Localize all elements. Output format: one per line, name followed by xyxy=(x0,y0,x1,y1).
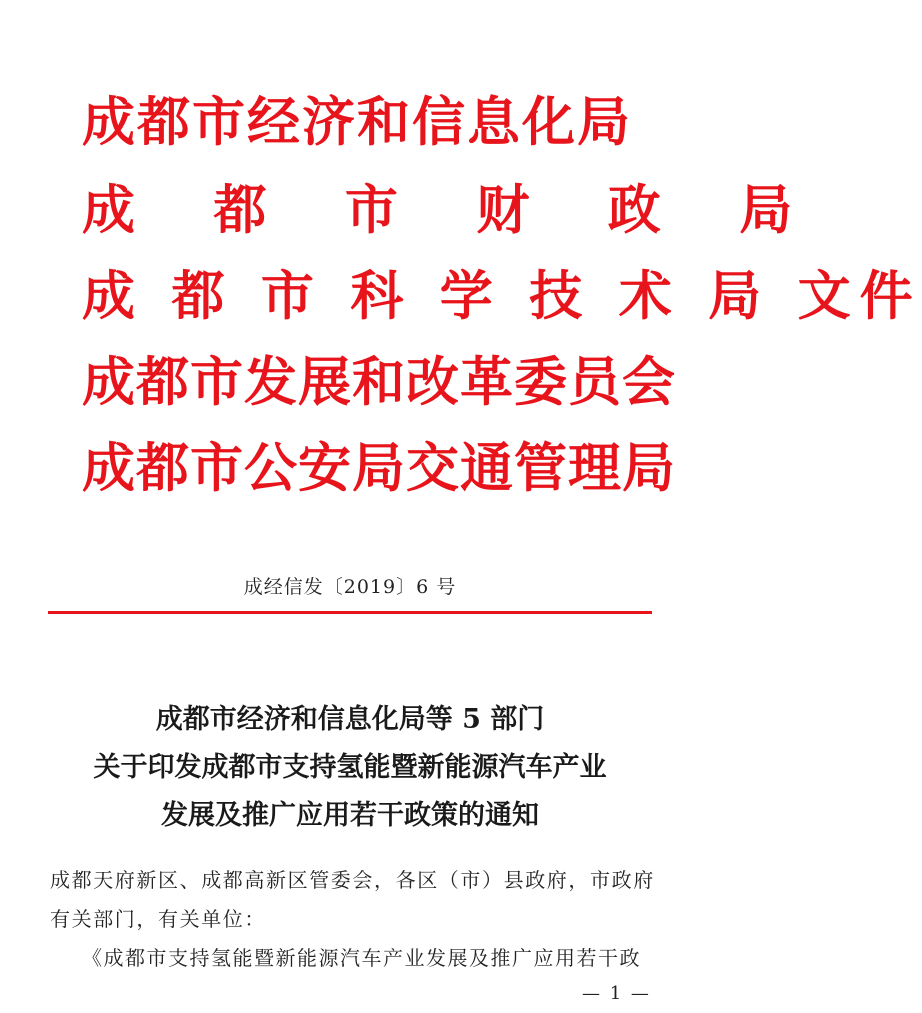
addressee-line-1: 成都天府新区、成都高新区管委会，各区（市）县政府，市政府 xyxy=(50,868,655,892)
red-divider-line xyxy=(48,611,652,614)
document-number: 成经信发〔2019〕6 号 xyxy=(243,576,457,598)
issuer-name-traffic-bureau: 成都市公安局交通管理局 xyxy=(82,437,676,499)
document-title-line-3: 发展及推广应用若干政策的通知 xyxy=(161,800,539,831)
document-title-line-2: 关于印发成都市支持氢能暨新能源汽车产业 xyxy=(93,752,607,783)
body-paragraph-start: 《成都市支持氢能暨新能源汽车产业发展及推广应用若干政 xyxy=(82,946,641,970)
issuer-name-finance-bureau: 成 都 市 财 政 局 xyxy=(82,179,823,241)
issuer-name-economy-bureau: 成都市经济和信息化局 xyxy=(82,91,632,153)
document-title-line-1: 成都市经济和信息化局等 5 部门 xyxy=(155,704,545,735)
addressee-line-2: 有关部门，有关单位： xyxy=(50,907,266,931)
issuer-name-development-commission: 成都市发展和改革委员会 xyxy=(82,351,676,413)
page-number: — 1 — xyxy=(582,983,651,1004)
issuer-name-science-bureau-document: 成 都 市 科 学 技 术 局 文件 xyxy=(82,265,922,327)
